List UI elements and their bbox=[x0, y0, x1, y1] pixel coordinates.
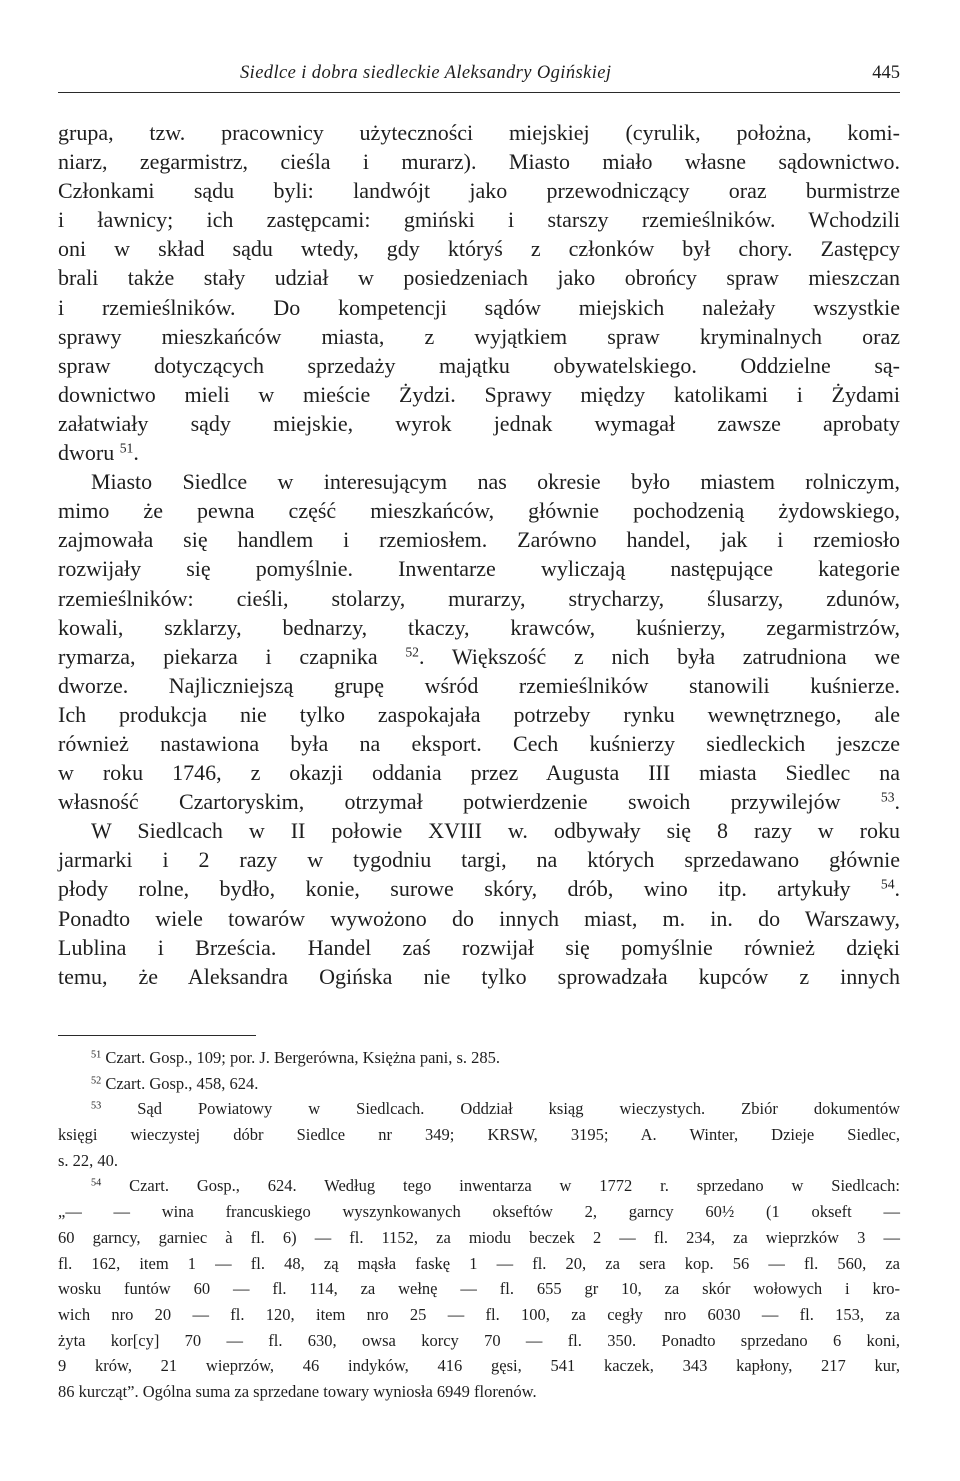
page-header bbox=[58, 58, 900, 93]
text-line: Ponadto wiele towarów wywożono do innych miast, m. in. do Warszawy, bbox=[58, 905, 900, 931]
line-text: płody rolne, bydło, konie, surowe skóry, drób, wino itp. artykuły bbox=[58, 876, 851, 902]
footnotes bbox=[58, 1045, 900, 1405]
line-text: rymarza, piekarza i czapnika bbox=[58, 643, 378, 669]
footnote-number: 52 bbox=[91, 1075, 102, 1087]
footnote-line: wich nro 20 — fl. 120, item nro 25 — fl. 100, za cegły nro 6030 — fl. 153, za bbox=[58, 1304, 900, 1324]
main-text bbox=[58, 118, 900, 991]
text-line: downictwo mieli w mieście Żydzi. Sprawy między katolikami i Żydami bbox=[58, 381, 900, 407]
footnote-ref: 53 bbox=[880, 789, 895, 805]
footnote-ref: 51 bbox=[119, 440, 134, 456]
line-text: . Większość z nich była zatrudniona we bbox=[418, 643, 900, 669]
text-line: sprawy mieszkańców miasta, z wyjątkiem spraw kryminalnych oraz bbox=[58, 323, 900, 349]
page-number: 445 bbox=[872, 63, 900, 83]
footnote bbox=[58, 1071, 900, 1097]
footnote bbox=[58, 1045, 900, 1071]
text-line: zajmowała się handlem i rzemiosłem. Zarówno handel, jak i rzemiosło bbox=[58, 527, 900, 553]
footnote-line: „— — wina francuskiego wyszynkowanych okseftów 2, garncy 60½ (1 okseft — bbox=[58, 1202, 900, 1222]
text-line: dworu $^{51}$. bbox=[58, 440, 139, 466]
text-line: Miasto Siedlce w interesującym nas okresie było miastem rolniczym, bbox=[91, 469, 900, 495]
line-text: dworu bbox=[58, 440, 115, 466]
text-line: oni w skład sądu wtedy, gdy któryś z członków był chory. Zastępcy bbox=[58, 236, 900, 262]
text-line: Członkami sądu byli: landwójt jako przewodniczący oraz burmistrze bbox=[58, 178, 900, 204]
text-line: Lublina i Brześcia. Handel zaś rozwijał się pomyślnie również dzięki bbox=[58, 934, 900, 960]
text-line: niarz, zegarmistrz, cieśla i murarz). Miasto miało własne sądownictwo. bbox=[58, 149, 900, 175]
text-line: rozwijały się pomyślnie. Inwentarze wyliczają następujące kategorie bbox=[58, 556, 900, 582]
running-title: Siedlce i dobra siedleckie Aleksandry Ogińskiej bbox=[240, 63, 612, 83]
footnote-line: s. 22, 40. bbox=[58, 1150, 119, 1170]
text-line: mimo że pewna część mieszkańców, głównie pochodzenią żydowskiego, bbox=[58, 498, 900, 524]
text-line: również nastawiona była na eksport. Cech kuśnierzy siedleckich jeszcze bbox=[58, 730, 900, 756]
footnote-text: Czart. Gosp., 624. Według tego inwentarza w 1772 r. sprzedano w Siedlcach: bbox=[129, 1176, 900, 1196]
footnote-number: 54 bbox=[91, 1177, 102, 1189]
text-line: i rzemieślników. Do kompetencji sądów miejskich należały wszystkie bbox=[58, 294, 900, 320]
text-line: załatwiały sądy miejskie, wyrok jednak wymagał zawsze aprobaty bbox=[58, 410, 900, 436]
text-line bbox=[58, 874, 900, 903]
footnote-line: żyta kor[cy] 70 — fl. 630, owsa korcy 70 — fl. 350. Ponadto sprzedano 6 koni, bbox=[58, 1330, 900, 1350]
text-line: jarmarki i 2 razy w tygodniu targi, na których sprzedawano głównie bbox=[58, 847, 900, 873]
line-text: . bbox=[894, 876, 901, 902]
footnote-ref: 54 bbox=[880, 876, 895, 892]
footnote-divider bbox=[58, 1035, 256, 1036]
text-line: dworze. Najliczniejszą grupę wśród rzemieślników stanowili kuśnierze. bbox=[58, 672, 900, 698]
footnote-ref: 52 bbox=[405, 644, 419, 660]
line-text: własność Czartoryskim, otrzymał potwierdzenie swoich przywilejów bbox=[58, 789, 841, 815]
footnote-text: Czart. Gosp., 109; por. J. Bergerówna, Księżna pani, s. 285. bbox=[105, 1048, 501, 1067]
text-line: rzemieślników: cieśli, stolarzy, murarzy, strycharzy, ślusarzy, zdunów, bbox=[58, 585, 900, 611]
text-line: W Siedlcach w II połowie XVIII w. odbywały się 8 razy w roku bbox=[91, 818, 900, 844]
footnote-line: księgi wieczystej dóbr Siedlce nr 349; KRSW, 3195; A. Winter, Dzieje Siedlec, bbox=[58, 1125, 900, 1145]
line-text: . bbox=[894, 789, 900, 815]
footnote-line: 60 garncy, garniec à fl. 6) — fl. 1152, za miodu beczek 2 — fl. 234, za wieprzków 3 — bbox=[58, 1227, 900, 1247]
footnote-line: fl. 162, item 1 — fl. 48, zą mąsła faskę 1 — fl. 20, za sera kop. 56 — fl. 560, za bbox=[58, 1253, 900, 1273]
text-line: kowali, szklarzy, bednarzy, tkaczy, krawców, kuśnierzy, zegarmistrzów, bbox=[58, 614, 900, 640]
text-line bbox=[58, 642, 900, 671]
footnote-text: Czart. Gosp., 458, 624. bbox=[105, 1073, 259, 1093]
footnote-number: 51 bbox=[91, 1049, 102, 1061]
text-line bbox=[58, 787, 900, 816]
footnote-line: 9 krów, 21 wieprzów, 46 indyków, 416 gęsi, 541 kaczek, 343 kapłony, 217 kur, bbox=[58, 1356, 900, 1376]
text-line: Ich produkcja nie tylko zaspokajała potrzeby rynku wewnętrznego, ale bbox=[58, 701, 900, 727]
text-line: i ławnicy; ich zastępcami: gmiński i starszy rzemieślników. Wchodzili bbox=[58, 207, 900, 233]
footnote bbox=[58, 1096, 900, 1122]
text-line: grupa, tzw. pracownicy użyteczności miejskiej (cyrulik, położna, komi- bbox=[58, 120, 900, 145]
footnote bbox=[58, 1173, 900, 1199]
text-line: brali także stały udział w posiedzeniach jako obrońcy spraw mieszczan bbox=[58, 265, 900, 291]
footnote-number: 53 bbox=[91, 1100, 102, 1112]
footnote-line: 86 kurcząt”. Ogólna suma za sprzedane towary wyniosła 6949 florenów. bbox=[58, 1381, 537, 1401]
text-line: w roku 1746, z okazji oddania przez Augusta III miasta Siedlec na bbox=[58, 760, 900, 786]
footnote-line: wosku funtów 60 — fl. 114, za wełnę — fl. 655 gr 10, za skór wołowych i kro- bbox=[58, 1279, 900, 1299]
footnote-text: Sąd Powiatowy w Siedlcach. Oddział ksiąg wieczystych. Zbiór dokumentów bbox=[137, 1099, 901, 1119]
text-line: temu, że Aleksandra Ogińska nie tylko sprowadzała kupców z innych bbox=[58, 963, 900, 989]
text-line: spraw dotyczących sprzedaży majątku obywatelskiego. Oddzielne są- bbox=[58, 352, 900, 378]
